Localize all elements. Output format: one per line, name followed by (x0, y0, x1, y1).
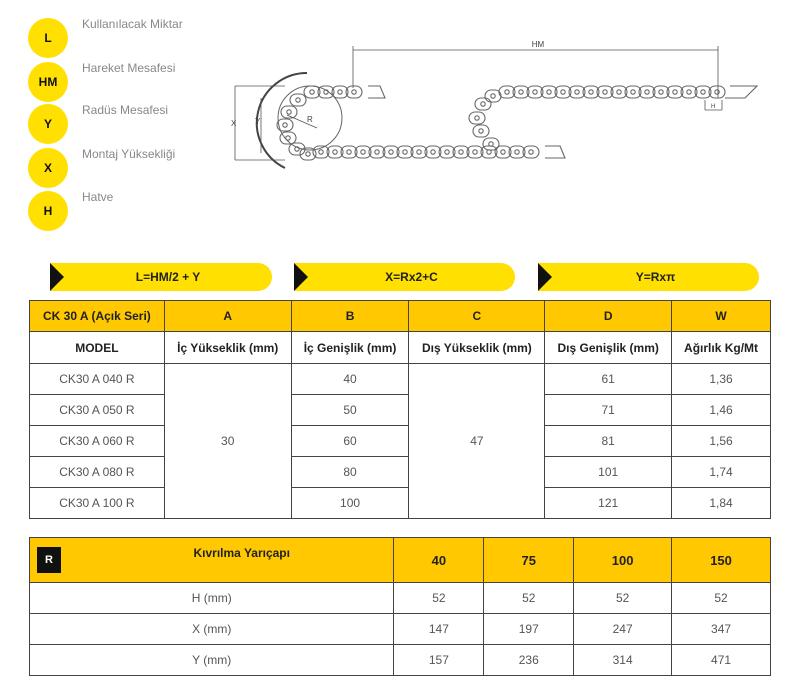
column-subheader: Ağırlık Kg/Mt (672, 332, 771, 364)
chain-pin (561, 90, 565, 94)
column-header: A (164, 301, 291, 332)
formula-text: L=HM/2 + Y (135, 270, 201, 284)
inner-width-cell: 60 (291, 426, 409, 457)
legend-label: Montaj Yüksekliği (82, 147, 176, 161)
cable-chain-diagram (225, 28, 770, 173)
weight-cell: 1,36 (672, 364, 771, 395)
bottom-end-bracket (545, 146, 565, 158)
hm-label: HM (531, 40, 545, 49)
chain-pin (375, 150, 379, 154)
chain-pin (347, 150, 351, 154)
model-cell: CK30 A 050 R (30, 395, 165, 426)
chain-pin (589, 90, 593, 94)
chain-pin (459, 150, 463, 154)
chain-pin (603, 90, 607, 94)
outer-width-cell: 101 (545, 457, 672, 488)
column-subheader: MODEL (30, 332, 165, 364)
chain-pin (505, 90, 509, 94)
radius-title-cell (30, 538, 394, 583)
table-row (30, 426, 771, 457)
legend-symbol: HM (28, 62, 68, 102)
formula-x (294, 263, 515, 291)
chain-pin (673, 90, 677, 94)
chain-pin (701, 90, 705, 94)
outer-height-cell: 47 (409, 364, 545, 519)
radius-value-header: 75 (484, 538, 574, 583)
chain-pin (515, 150, 519, 154)
model-cell: CK30 A 100 R (30, 488, 165, 519)
r-badge: R (37, 547, 61, 573)
chain-pin (491, 94, 495, 98)
table-header-row (30, 538, 771, 583)
value-cell: 347 (672, 614, 771, 645)
value-cell: 197 (484, 614, 574, 645)
inner-height-cell: 30 (164, 364, 291, 519)
legend-symbol: X (28, 148, 68, 188)
legend-symbol: Y (28, 104, 68, 144)
row-label: X (mm) (30, 614, 394, 645)
column-header: W (672, 301, 771, 332)
table-subheader-row (30, 332, 771, 364)
value-cell: 157 (394, 645, 484, 676)
legend-label: Radüs Mesafesi (82, 103, 169, 117)
legend-symbol: L (28, 18, 68, 58)
column-subheader: İç Yükseklik (mm) (164, 332, 291, 364)
inner-width-cell: 50 (291, 395, 409, 426)
chain-pin (306, 152, 310, 156)
column-header: B (291, 301, 409, 332)
chain-pin (547, 90, 551, 94)
column-subheader: Dış Genişlik (mm) (545, 332, 672, 364)
legend-label: Hatve (82, 190, 114, 204)
chain-pin (473, 150, 477, 154)
chain-pin (631, 90, 635, 94)
outer-width-cell: 81 (545, 426, 672, 457)
chain-pin (645, 90, 649, 94)
weight-cell: 1,74 (672, 457, 771, 488)
radius-table (29, 537, 771, 676)
spec-table (29, 300, 771, 519)
value-cell: 147 (394, 614, 484, 645)
top-right-bracket (725, 86, 757, 98)
table-header-row (30, 301, 771, 332)
chain-pin (659, 90, 663, 94)
formula-y (538, 263, 759, 291)
r-label: R (307, 115, 313, 124)
outer-width-cell: 121 (545, 488, 672, 519)
column-header: D (545, 301, 672, 332)
chain-pin (310, 90, 314, 94)
table-row (30, 364, 771, 395)
chain-pin (296, 98, 300, 102)
weight-cell: 1,56 (672, 426, 771, 457)
chain-pin (519, 90, 523, 94)
chain-pin (352, 90, 356, 94)
chain-link (483, 138, 499, 150)
row-label: Y (mm) (30, 645, 394, 676)
table-row (30, 488, 771, 519)
formula-text: Y=Rxπ (635, 270, 676, 284)
chain-pin (445, 150, 449, 154)
arrow-icon (294, 263, 308, 291)
value-cell: 247 (574, 614, 672, 645)
value-cell: 471 (672, 645, 771, 676)
chain-pin (617, 90, 621, 94)
chain-link (469, 112, 485, 124)
weight-cell: 1,84 (672, 488, 771, 519)
inner-width-cell: 100 (291, 488, 409, 519)
chain-pin (529, 150, 533, 154)
table-row (30, 614, 771, 645)
chain-pin (575, 90, 579, 94)
chain-pin (287, 110, 291, 114)
chain-pin (319, 150, 323, 154)
weight-cell: 1,46 (672, 395, 771, 426)
radius-title: Kıvrılma Yarıçapı (193, 546, 290, 560)
table-row (30, 645, 771, 676)
chain-pin (431, 150, 435, 154)
chain-pin (533, 90, 537, 94)
chain-pin (481, 102, 485, 106)
top-end-bracket (368, 86, 385, 98)
legend-symbol: H (28, 191, 68, 231)
chain-pin (479, 129, 483, 133)
x-label: X (231, 119, 237, 128)
value-cell: 314 (574, 645, 672, 676)
table-row (30, 395, 771, 426)
chain-pin (333, 150, 337, 154)
model-cell: CK30 A 040 R (30, 364, 165, 395)
chain-pin (715, 90, 719, 94)
inner-width-cell: 80 (291, 457, 409, 488)
h-label: H (711, 104, 716, 110)
series-header: CK 30 A (Açık Seri) (30, 301, 165, 332)
chain-pin (361, 150, 365, 154)
column-subheader: Dış Yükseklik (mm) (409, 332, 545, 364)
radius-value-header: 100 (574, 538, 672, 583)
chain-pin (687, 90, 691, 94)
y-label: Y (255, 117, 261, 126)
chain-pin (417, 150, 421, 154)
arrow-icon (50, 263, 64, 291)
model-cell: CK30 A 060 R (30, 426, 165, 457)
value-cell: 52 (394, 583, 484, 614)
chain-pin (475, 116, 479, 120)
value-cell: 236 (484, 645, 574, 676)
outer-width-cell: 61 (545, 364, 672, 395)
chain-pin (403, 150, 407, 154)
model-cell: CK30 A 080 R (30, 457, 165, 488)
table-row (30, 457, 771, 488)
chain-link (290, 94, 306, 106)
radius-value-header: 40 (394, 538, 484, 583)
formula-text: X=Rx2+C (385, 270, 438, 284)
chain-pin (338, 90, 342, 94)
row-label: H (mm) (30, 583, 394, 614)
value-cell: 52 (484, 583, 574, 614)
formula-length (50, 263, 272, 291)
table-row (30, 583, 771, 614)
chain-pin (501, 150, 505, 154)
outer-width-cell: 71 (545, 395, 672, 426)
chain-pin (283, 123, 287, 127)
chain-link (473, 125, 489, 137)
value-cell: 52 (672, 583, 771, 614)
chain-link (475, 98, 491, 110)
chain-pin (389, 150, 393, 154)
value-cell: 52 (574, 583, 672, 614)
chain-link (277, 119, 293, 131)
column-subheader: İç Genişlik (mm) (291, 332, 409, 364)
radius-value-header: 150 (672, 538, 771, 583)
legend-label: Kullanılacak Miktar (82, 17, 183, 31)
arrow-icon (538, 263, 552, 291)
inner-width-cell: 40 (291, 364, 409, 395)
legend-label: Hareket Mesafesi (82, 61, 176, 75)
column-header: C (409, 301, 545, 332)
